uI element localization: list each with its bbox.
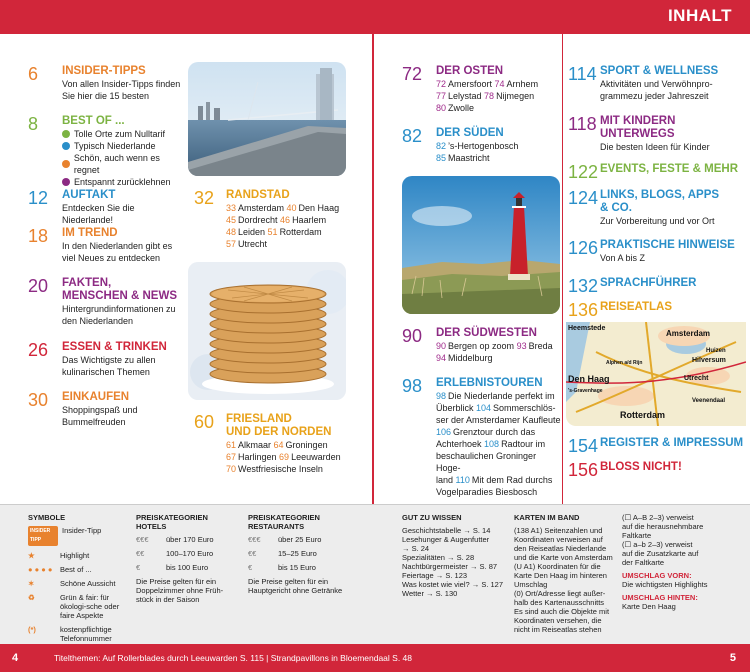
legend-rows bbox=[28, 526, 128, 643]
entry-title: REGISTER & IMPRESSUM bbox=[600, 437, 744, 449]
subentry-page[interactable]: 80 bbox=[436, 103, 447, 113]
subentry-label[interactable]: Dordrecht bbox=[238, 215, 281, 225]
subentry-page[interactable]: 51 bbox=[267, 227, 278, 237]
subentry-list bbox=[436, 140, 562, 164]
subentry-label[interactable]: Lelystad bbox=[448, 91, 485, 101]
page-number: 82 bbox=[402, 126, 423, 146]
subentry-page[interactable]: 82 bbox=[436, 141, 447, 151]
subentry-label[interactable]: Überblick bbox=[436, 403, 477, 413]
toc-entry-sueden[interactable] bbox=[402, 126, 562, 168]
page-number: 8 bbox=[28, 114, 39, 134]
legend-symbol-icon: ✶ bbox=[28, 579, 35, 588]
footer-bar bbox=[0, 644, 750, 672]
toc-entry-auftakt[interactable] bbox=[28, 188, 188, 225]
toc-entry-links[interactable] bbox=[568, 188, 748, 230]
price-range: 100–170 Euro bbox=[166, 549, 214, 558]
entry-title: FAKTEN, bbox=[62, 277, 112, 289]
page-number: 114 bbox=[568, 64, 597, 84]
entry-title-line2: UND DER NORDEN bbox=[226, 426, 332, 438]
subentry-line bbox=[436, 340, 562, 352]
subentry-line bbox=[226, 214, 344, 226]
svg-text:Rotterdam: Rotterdam bbox=[620, 410, 666, 420]
subentry-page[interactable]: 64 bbox=[273, 440, 284, 450]
bestof-label: Entspannt zurücklehnen bbox=[74, 177, 171, 187]
toc-entry-sport[interactable] bbox=[568, 64, 748, 104]
entry-title: ERLEBNISTOUREN bbox=[436, 377, 543, 389]
legend-row bbox=[28, 565, 128, 574]
entry-title: FRIESLAND bbox=[226, 413, 292, 425]
bestof-item bbox=[62, 128, 186, 140]
toc-entry-erlebnis[interactable] bbox=[402, 376, 562, 496]
legend-gut-zu-wissen bbox=[402, 513, 514, 598]
subentry-label[interactable]: Haarlem bbox=[292, 215, 327, 225]
entry-title: LINKS, BLOGS, APPS bbox=[600, 189, 720, 201]
price-range: über 170 Euro bbox=[166, 535, 214, 544]
subentry-label[interactable]: Leeuwarden bbox=[291, 452, 341, 462]
legend-lines bbox=[402, 526, 514, 598]
subentry-label[interactable]: Zwolle bbox=[448, 103, 475, 113]
legend-row bbox=[28, 551, 128, 560]
subentry-page[interactable]: 110 bbox=[455, 475, 470, 485]
legend-label: Grün & fair: für ökologi-sche oder faire Aspekte bbox=[60, 593, 120, 620]
subentry-line bbox=[436, 474, 562, 486]
subentry-page[interactable]: 57 bbox=[226, 239, 237, 249]
subentry-list bbox=[226, 202, 344, 250]
subentry-line bbox=[226, 226, 344, 238]
subentry-label[interactable]: Harlingen bbox=[238, 452, 280, 462]
price-symbol: € bbox=[248, 563, 253, 572]
price-range: über 25 Euro bbox=[278, 535, 322, 544]
legend-line: Umschlag bbox=[514, 580, 548, 589]
subentry-label[interactable]: Middelburg bbox=[448, 353, 493, 363]
subentry-page[interactable]: 98 bbox=[436, 391, 447, 401]
legend-line: Spezialitäten → S. 28 bbox=[402, 553, 475, 562]
subentry-page[interactable]: 48 bbox=[226, 227, 237, 237]
subentry-label[interactable]: Amersfoort bbox=[448, 79, 495, 89]
subentry-page[interactable]: 93 bbox=[516, 341, 527, 351]
entry-desc: Aktivitäten und Verwöhnpro-grammezu jeder Jahreszeit bbox=[600, 79, 713, 101]
toc-entry-suedwesten[interactable] bbox=[402, 326, 562, 368]
price-row bbox=[248, 549, 358, 558]
bestof-label: Schön, auch wenn es regnet bbox=[73, 153, 160, 175]
legend-label: Best of ... bbox=[60, 565, 92, 574]
subentry-page[interactable]: 72 bbox=[436, 79, 447, 89]
toc-entry-register[interactable] bbox=[568, 436, 748, 458]
legend-line: Nachtbürgermeister → S. 87 bbox=[402, 562, 498, 571]
page-number: 26 bbox=[28, 340, 49, 360]
column-divider bbox=[562, 34, 563, 504]
toc-entry-bestof[interactable] bbox=[28, 114, 188, 187]
price-range: bis 15 Euro bbox=[278, 563, 316, 572]
bestof-list bbox=[62, 128, 186, 188]
legend-line: Geschichtstabelle → S. 14 bbox=[402, 526, 491, 535]
subentry-line bbox=[226, 238, 344, 250]
page-number-right: 5 bbox=[729, 652, 736, 664]
subentry-label[interactable]: Vogelparadies Biesbosch bbox=[436, 487, 538, 497]
legend-note: Karte Den Haag bbox=[622, 602, 676, 611]
toc-entry-bloss[interactable] bbox=[568, 460, 748, 482]
page-number: 124 bbox=[568, 188, 599, 208]
subentry-line bbox=[436, 414, 562, 426]
page-number: 30 bbox=[28, 390, 49, 410]
rotterdam-photo bbox=[188, 62, 346, 176]
subentry-list bbox=[436, 340, 562, 364]
legend-lines bbox=[514, 526, 614, 634]
toc-entry-imtrend[interactable] bbox=[28, 226, 188, 266]
subentry-label[interactable]: land bbox=[436, 475, 456, 485]
page-number: 122 bbox=[568, 162, 599, 182]
subentry-label[interactable]: Westfriesische Inseln bbox=[238, 464, 323, 474]
subentry-label[interactable]: Breda bbox=[528, 341, 553, 351]
bullet-dot-icon bbox=[62, 142, 70, 150]
subentry-list bbox=[436, 390, 562, 498]
stroopwafel-photo bbox=[188, 262, 346, 400]
page-title: INHALT bbox=[667, 6, 732, 25]
subentry-label[interactable]: Achterhoek bbox=[436, 439, 485, 449]
legend-symbole bbox=[28, 513, 128, 648]
legend-heading: SYMBOLE bbox=[28, 513, 66, 522]
page-number: 12 bbox=[28, 188, 49, 208]
toc-entry-einkaufen[interactable] bbox=[28, 390, 188, 430]
svg-text:Den Haag: Den Haag bbox=[568, 374, 610, 384]
legend-line: Koordinaten verweisen auf bbox=[514, 535, 603, 544]
subentry-line bbox=[226, 451, 344, 463]
legend-karten bbox=[514, 513, 614, 634]
lighthouse-photo bbox=[402, 176, 560, 314]
legend-line: halb des Kartenausschnitts bbox=[514, 598, 605, 607]
entry-title: INSIDER-TIPPS bbox=[62, 65, 146, 77]
subentry-label[interactable]: Rotterdam bbox=[279, 227, 322, 237]
page-number: 32 bbox=[194, 188, 215, 208]
subentry-label[interactable]: Arnhem bbox=[506, 79, 539, 89]
price-symbol: €€€ bbox=[136, 535, 149, 544]
legend-line: Karte Den Haag im hinteren bbox=[514, 571, 607, 580]
subentry-list bbox=[436, 78, 562, 114]
legend-line: (☐ A–B 2–3) verweist bbox=[622, 513, 694, 522]
legend-line: Feiertage → S. 123 bbox=[402, 571, 468, 580]
subentry-page[interactable]: 78 bbox=[484, 91, 495, 101]
legend-line: Was kostet wie viel? → S. 127 bbox=[402, 580, 504, 589]
entry-title-line2: MENSCHEN & NEWS bbox=[62, 290, 178, 302]
legend-line: Faltkarte bbox=[622, 531, 652, 540]
legend-heading: GUT ZU WISSEN bbox=[402, 513, 462, 522]
bestof-label: Typisch Niederlande bbox=[74, 141, 156, 151]
subentry-line bbox=[436, 90, 562, 102]
svg-text:Amsterdam: Amsterdam bbox=[666, 329, 711, 338]
subentry-page[interactable]: 77 bbox=[436, 91, 447, 101]
subentry-label[interactable]: Utrecht bbox=[238, 239, 268, 249]
subentry-line bbox=[436, 78, 562, 90]
legend-rows bbox=[248, 535, 358, 572]
toc-entry-sprach[interactable] bbox=[568, 276, 748, 298]
legend-note: Die Preise gelten für ein Hauptgericht ohne Getränke bbox=[248, 577, 343, 595]
legend-hotels bbox=[136, 513, 240, 604]
subentry-label[interactable]: Maastricht bbox=[448, 153, 490, 163]
entry-desc: Von A bis Z bbox=[600, 253, 646, 263]
legend-row bbox=[28, 625, 128, 643]
subentry-label[interactable]: ser der Amsterdamer Kaufleute bbox=[436, 415, 561, 425]
legend-label: Highlight bbox=[60, 551, 90, 560]
legend-heading: KARTEN IM BAND bbox=[514, 513, 580, 522]
page-number-left: 4 bbox=[12, 652, 19, 664]
subentry-line bbox=[436, 140, 562, 152]
legend-note: Die wichtigsten Highlights bbox=[622, 580, 708, 589]
legend-heading: PREISKATEGORIEN HOTELS bbox=[136, 513, 208, 531]
bullet-dot-icon bbox=[62, 160, 70, 168]
page-number: 60 bbox=[194, 412, 215, 432]
subentry-page[interactable]: 104 bbox=[476, 403, 492, 413]
entry-title-line2: UNTERWEGS bbox=[600, 128, 675, 140]
legend-label: Schöne Aussicht bbox=[60, 579, 116, 588]
subentry-line bbox=[436, 450, 562, 474]
footer-text: Titelthemen: Auf Rollerblades durch Leeuwarden S. 115 | Strandpavillons in Bloemendaal S. 48 bbox=[54, 653, 413, 663]
svg-text:’s-Gravenhage: ’s-Gravenhage bbox=[568, 388, 603, 394]
entry-title: EVENTS, FESTE & MEHR bbox=[600, 163, 739, 175]
price-symbol: €€ bbox=[136, 549, 145, 558]
toc-entry-fakten[interactable] bbox=[28, 276, 188, 328]
page-number: 20 bbox=[28, 276, 49, 296]
subentry-line bbox=[226, 202, 344, 214]
price-range: bis 100 Euro bbox=[166, 563, 209, 572]
entry-desc: Entdecken Sie die Niederlande! bbox=[62, 203, 135, 225]
entry-title: BLOSS NICHT! bbox=[600, 461, 682, 473]
entry-desc: Das Wichtigste zu allen kulinarischen Themen bbox=[62, 355, 156, 377]
subentry-page[interactable]: 85 bbox=[436, 153, 447, 163]
toc-entry-insider[interactable] bbox=[28, 64, 188, 108]
entry-title: BEST OF ... bbox=[62, 115, 125, 127]
page-number: 72 bbox=[402, 64, 423, 84]
bullet-dot-icon bbox=[62, 130, 70, 138]
page-gutter bbox=[372, 34, 374, 504]
bestof-item bbox=[62, 152, 186, 176]
subentry-label[interactable]: Groningen bbox=[285, 440, 328, 450]
toc-entry-kinder[interactable] bbox=[568, 114, 748, 156]
map-label: Heemstede bbox=[568, 325, 606, 332]
atlas-map-thumbnail bbox=[566, 322, 746, 426]
page-number: 90 bbox=[402, 326, 423, 346]
subentry-page[interactable]: 61 bbox=[226, 440, 237, 450]
legend-symbol-icon: INSIDER TIPP bbox=[28, 526, 58, 546]
legend-symbol-icon: ● ● ● ● bbox=[28, 565, 53, 574]
page-number: 156 bbox=[568, 460, 599, 480]
entry-desc: In den Niederlanden gibt es viel Neues zu entdecken bbox=[62, 241, 173, 263]
legend-row bbox=[28, 579, 128, 588]
legend-line: und die Karte von Amsterdam bbox=[514, 553, 613, 562]
subentry-label[interactable]: Nijmegen bbox=[496, 91, 535, 101]
subentry-page[interactable]: 94 bbox=[436, 353, 447, 363]
svg-text:Huizen: Huizen bbox=[706, 348, 726, 354]
legend-line: → S. 24 bbox=[402, 544, 430, 553]
toc-entry-atlas[interactable] bbox=[568, 300, 748, 322]
entry-title: DER SÜDWESTEN bbox=[436, 327, 537, 339]
legend-label: kostenpflichtige Telefonnummer bbox=[60, 625, 112, 643]
subentry-label[interactable]: Radtour im bbox=[501, 439, 546, 449]
entry-title: MIT KINDERN bbox=[600, 115, 676, 127]
bestof-item bbox=[62, 140, 186, 152]
price-row bbox=[136, 549, 240, 558]
price-row bbox=[248, 563, 358, 572]
entry-desc: Zur Vorbereitung und vor Ort bbox=[600, 216, 715, 226]
subentry-line bbox=[226, 463, 344, 475]
legend-line: (☐ a–b 2–3) verweist bbox=[622, 540, 693, 549]
subentry-list bbox=[226, 439, 344, 475]
legend-line: den Reiseatlas Niederlande bbox=[514, 544, 607, 553]
legend-line: (U A1) Koordinaten für die bbox=[514, 562, 601, 571]
subentry-label[interactable]: ’s-Hertogenbosch bbox=[448, 141, 519, 151]
subentry-label[interactable]: Den Haag bbox=[298, 203, 340, 213]
legend-row bbox=[28, 593, 128, 620]
subentry-page[interactable]: 45 bbox=[226, 215, 237, 225]
entry-desc: Von allen Insider-Tipps finden Sie hier die 15 besten bbox=[62, 79, 181, 101]
entry-title: ESSEN & TRINKEN bbox=[62, 341, 167, 353]
legend-heading: PREISKATEGORIEN RESTAURANTS bbox=[248, 513, 320, 531]
page-number: 98 bbox=[402, 376, 423, 396]
legend-symbol-icon: ♻ bbox=[28, 593, 35, 602]
subentry-page[interactable]: 74 bbox=[494, 79, 505, 89]
page-number: 126 bbox=[568, 238, 599, 258]
legend-line: nicht im Reiseatlas stehen bbox=[514, 625, 602, 634]
subentry-page[interactable]: 33 bbox=[226, 203, 237, 213]
legend-line: (138 A1) Seitenzahlen und bbox=[514, 526, 603, 535]
legend-extra bbox=[622, 513, 746, 611]
legend-heading: UMSCHLAG VORN: bbox=[622, 571, 692, 580]
entry-title: SPRACHFÜHRER bbox=[600, 277, 697, 289]
svg-text:Utrecht: Utrecht bbox=[684, 375, 709, 382]
svg-text:Alphen a/d Rijn: Alphen a/d Rijn bbox=[606, 360, 643, 366]
subentry-line bbox=[226, 439, 344, 451]
legend-panel bbox=[0, 504, 750, 644]
subentry-page[interactable]: 90 bbox=[436, 341, 447, 351]
subentry-label[interactable]: Grenztour durch das bbox=[453, 427, 536, 437]
page-number: 132 bbox=[568, 276, 599, 296]
subentry-line bbox=[436, 426, 562, 438]
svg-text:Hilversum: Hilversum bbox=[692, 357, 726, 364]
legend-line: Wetter → S. 130 bbox=[402, 589, 458, 598]
subentry-page[interactable]: 40 bbox=[286, 203, 297, 213]
legend-row bbox=[28, 526, 128, 546]
subentry-page[interactable]: 108 bbox=[484, 439, 500, 449]
bestof-item bbox=[62, 176, 186, 188]
entry-title: EINKAUFEN bbox=[62, 391, 130, 403]
page-number: 6 bbox=[28, 64, 39, 84]
page-number: 136 bbox=[568, 300, 599, 320]
price-row bbox=[136, 535, 240, 544]
subentry-label[interactable]: Die Niederlande perfekt im bbox=[448, 391, 555, 401]
subentry-line bbox=[436, 152, 562, 164]
entry-title: DER SÜDEN bbox=[436, 127, 504, 139]
legend-lines bbox=[622, 513, 746, 567]
entry-title: SPORT & WELLNESS bbox=[600, 65, 719, 77]
legend-line: auf die herausnehmbare bbox=[622, 522, 704, 531]
subentry-line bbox=[436, 390, 562, 402]
toc-entry-osten[interactable] bbox=[402, 64, 562, 118]
subentry-label[interactable]: Amsterdam bbox=[238, 203, 287, 213]
entry-title: RANDSTAD bbox=[226, 189, 290, 201]
subentry-line bbox=[436, 352, 562, 364]
legend-symbol-icon: (*) bbox=[28, 625, 36, 634]
entry-title: REISEATLAS bbox=[600, 301, 672, 313]
page-number: 154 bbox=[568, 436, 599, 456]
toc-entry-friesland[interactable] bbox=[194, 412, 344, 482]
price-symbol: €€€ bbox=[248, 535, 261, 544]
price-symbol: €€ bbox=[248, 549, 257, 558]
legend-label: Insider-Tipp bbox=[62, 526, 102, 535]
subentry-label[interactable]: Alkmaar bbox=[238, 440, 274, 450]
toc-entry-randstad[interactable] bbox=[194, 188, 344, 252]
entry-desc: Shoppingspaß und Bummelfreuden bbox=[62, 405, 138, 427]
entry-title: DER OSTEN bbox=[436, 65, 504, 77]
legend-restaurants bbox=[248, 513, 358, 595]
toc-entry-essen[interactable] bbox=[28, 340, 188, 380]
subentry-label[interactable]: Mit dem Rad durchs bbox=[471, 475, 553, 485]
legend-heading: UMSCHLAG HINTEN: bbox=[622, 593, 698, 602]
subentry-line bbox=[436, 102, 562, 114]
subentry-line bbox=[436, 438, 562, 450]
subentry-label[interactable]: beschaulichen Groninger Hoge- bbox=[436, 451, 537, 473]
price-symbol: € bbox=[136, 563, 141, 572]
entry-title: AUFTAKT bbox=[62, 189, 116, 201]
entry-desc: Die besten Ideen für Kinder bbox=[600, 142, 710, 152]
svg-text:Veenendaal: Veenendaal bbox=[692, 398, 726, 404]
toc-entry-events[interactable] bbox=[568, 162, 748, 184]
entry-title: IM TREND bbox=[62, 227, 118, 239]
subentry-line bbox=[436, 486, 562, 498]
subentry-label[interactable]: Leiden bbox=[238, 227, 268, 237]
legend-symbol-icon: ★ bbox=[28, 551, 35, 560]
bestof-label: Tolle Orte zum Nulltarif bbox=[74, 129, 166, 139]
toc-entry-hinweise[interactable] bbox=[568, 238, 748, 268]
legend-line: Lesehunger & Augenfutter bbox=[402, 535, 490, 544]
legend-line: der Faltkarte bbox=[622, 558, 665, 567]
subentry-page[interactable]: 69 bbox=[279, 452, 290, 462]
legend-note: Die Preise gelten für ein Doppelzimmer ohne Früh-stück in der Saison bbox=[136, 577, 224, 604]
price-row bbox=[136, 563, 240, 572]
page-number: 118 bbox=[568, 114, 597, 134]
subentry-label[interactable]: Bergen op zoom bbox=[448, 341, 517, 351]
subentry-label[interactable]: Sommerschlös- bbox=[493, 403, 556, 413]
price-row bbox=[248, 535, 358, 544]
legend-line: Es sind auch die Objekte mit bbox=[514, 607, 610, 616]
subentry-page[interactable]: 106 bbox=[436, 427, 452, 437]
legend-rows bbox=[136, 535, 240, 572]
page-number: 18 bbox=[28, 226, 49, 246]
subentry-page[interactable]: 67 bbox=[226, 452, 237, 462]
entry-title: PRAKTISCHE HINWEISE bbox=[600, 239, 735, 251]
legend-line: auf die Zusatzkarte auf bbox=[622, 549, 699, 558]
entry-title-line2: & CO. bbox=[600, 202, 632, 214]
subentry-page[interactable]: 70 bbox=[226, 464, 237, 474]
subentry-line bbox=[436, 402, 562, 414]
price-range: 15–25 Euro bbox=[278, 549, 317, 558]
subentry-page[interactable]: 46 bbox=[280, 215, 291, 225]
bullet-dot-icon bbox=[62, 178, 70, 186]
entry-desc: Hintergrundinformationen zu den Niederlanden bbox=[62, 304, 176, 326]
top-bar bbox=[0, 0, 750, 34]
legend-line: Koordinaten versehen, die bbox=[514, 616, 602, 625]
legend-line: (0) Ort/Adresse liegt außer- bbox=[514, 589, 606, 598]
